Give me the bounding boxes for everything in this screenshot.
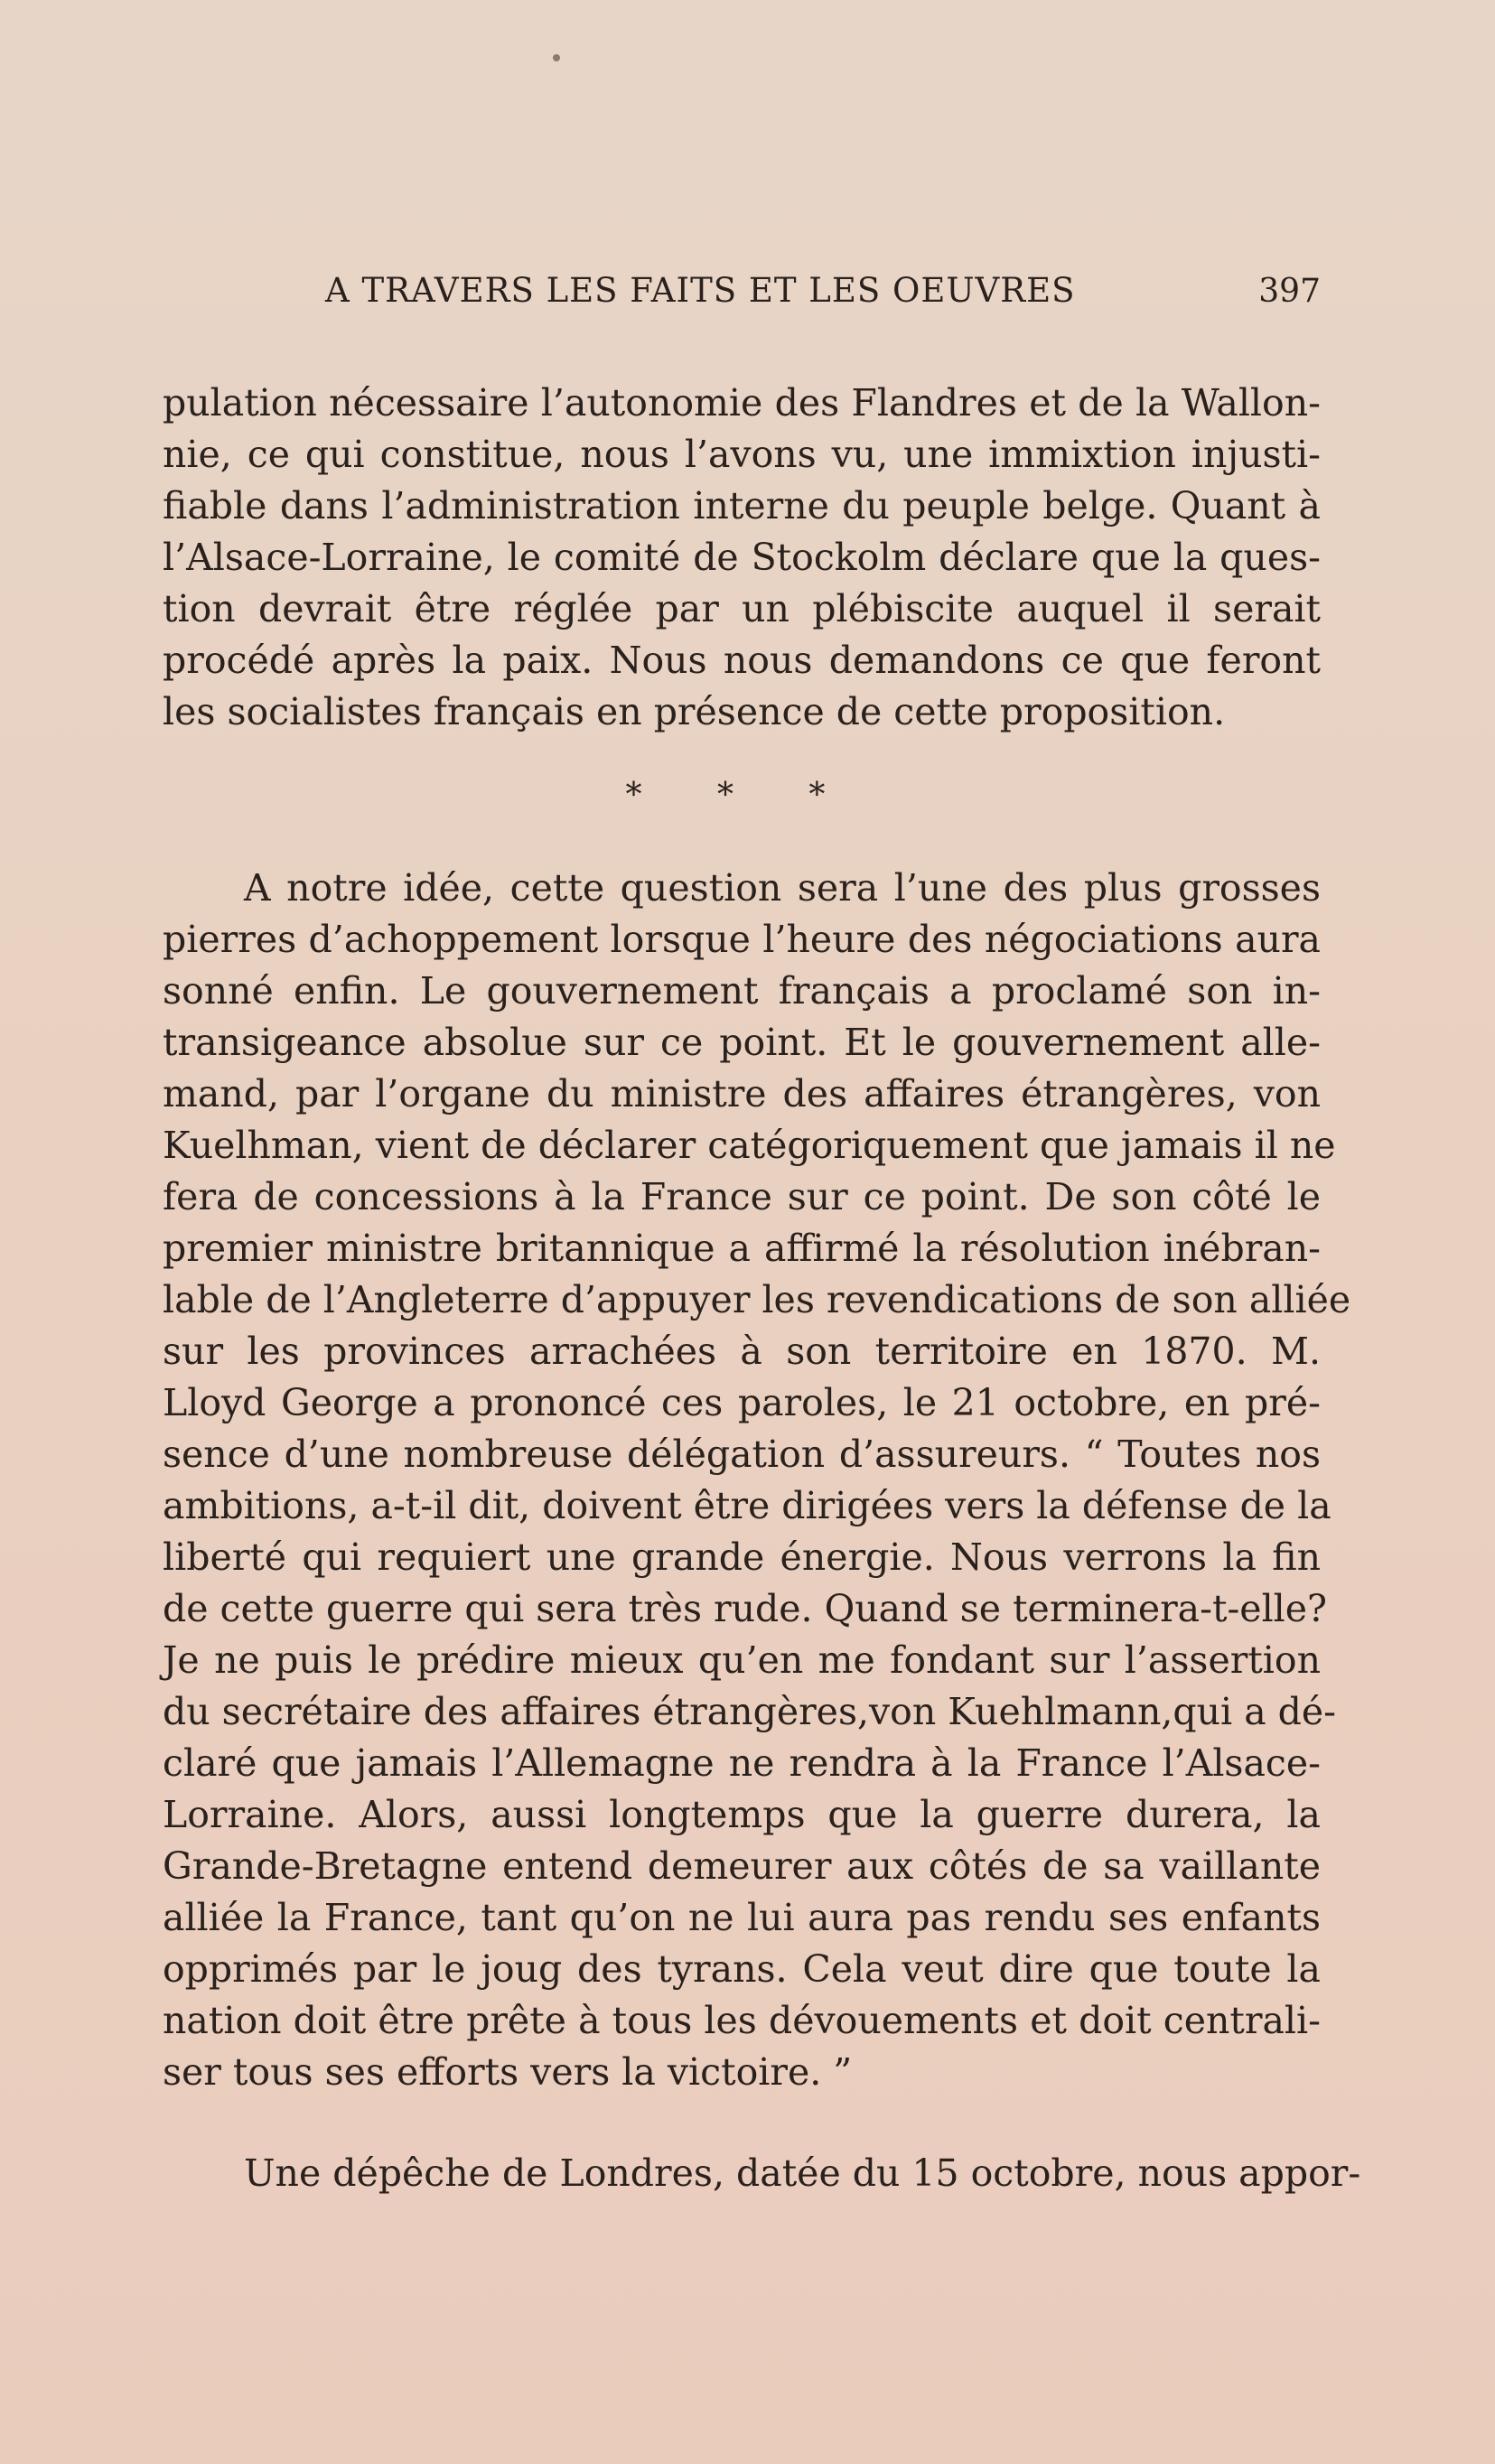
text-line: ambitions, a-t-il dit, doivent être dirigées vers la défense de la <box>163 1484 1331 1527</box>
text-line: nie, ce qui constitue, nous l’avons vu, une immixtion injusti- <box>163 433 1321 476</box>
text-line: premier ministre britannique a affirmé la résolution inébran- <box>163 1227 1321 1270</box>
text-line: Lloyd George a prononcé ces paroles, le 21 octobre, en pré- <box>163 1381 1321 1424</box>
text-line: transigeance absolue sur ce point. Et le gouvernement alle- <box>163 1021 1321 1064</box>
text-line: pierres d’achoppement lorsque l’heure des négociations aura <box>163 918 1321 961</box>
text-line: sonné enfin. Le gouvernement français a proclamé son in- <box>163 969 1321 1013</box>
text-line: Une dépêche de Londres, datée du 15 octobre, nous appor- <box>244 2151 1361 2195</box>
paragraph-2 <box>163 863 1351 2098</box>
text-line: fera de concessions à la France sur ce point. De son côté le <box>163 1175 1321 1218</box>
paragraph-1 <box>163 378 1321 738</box>
text-line: alliée la France, tant qu’on ne lui aura pas rendu ses enfants <box>163 1896 1321 1939</box>
text-line: du secrétaire des affaires étrangères,von Kuehlmann,qui a dé- <box>163 1690 1337 1733</box>
text-line: sence d’une nombreuse délégation d’assureurs. “ Toutes nos <box>163 1433 1321 1476</box>
paragraph-3 <box>163 2148 1361 2199</box>
text-line: procédé après la paix. Nous nous demandons ce que feront <box>163 639 1321 682</box>
text-line: A notre idée, cette question sera l’une des plus grosses <box>244 866 1321 910</box>
text-line: Je ne puis le prédire mieux qu’en me fondant sur l’assertion <box>163 1638 1321 1682</box>
text-line: opprimés par le joug des tyrans. Cela veut dire que toute la <box>163 1947 1321 1991</box>
text-line: liberté qui requiert une grande énergie. Nous verrons la fin <box>163 1535 1321 1579</box>
page-number: 397 <box>1258 273 1321 310</box>
text-line: lable de l’Angleterre d’appuyer les revendications de son alliée <box>163 1278 1351 1321</box>
text-line: nation doit être prête à tous les dévouements et doit centrali- <box>163 1999 1321 2042</box>
text-line: de cette guerre qui sera très rude. Quand se terminera-t-elle? <box>163 1587 1328 1630</box>
text-line: mand, par l’organe du ministre des affaires étrangères, von <box>163 1072 1321 1115</box>
text-line: Kuelhman, vient de déclarer catégoriquement que jamais il ne <box>163 1124 1336 1167</box>
text-line: Grande-Bretagne entend demeurer aux côtés de sa vaillante <box>163 1844 1321 1888</box>
text-line: fiable dans l’administration interne du peuple belge. Quant à <box>163 484 1321 527</box>
text-line: ser tous ses efforts vers la victoire. ” <box>163 2050 853 2094</box>
running-header <box>163 271 1321 325</box>
text-line: sur les provinces arrachées à son territoire en 1870. M. <box>163 1330 1321 1373</box>
paper-speck <box>553 54 560 61</box>
text-line: Lorraine. Alors, aussi longtemps que la guerre durera, la <box>163 1793 1321 1836</box>
text-line: pulation nécessaire l’autonomie des Flandres et de la Wallon- <box>163 381 1321 425</box>
text-line: tion devrait être réglée par un plébiscite auquel il serait <box>163 587 1321 630</box>
text-line: claré que jamais l’Allemagne ne rendra à la France l’Alsace- <box>163 1741 1321 1785</box>
text-line: les socialistes français en présence de cette proposition. <box>163 690 1226 733</box>
section-separator: * * * <box>625 777 858 814</box>
running-title: A TRAVERS LES FAITS ET LES OEUVRES <box>325 271 1076 310</box>
text-line: l’Alsace-Lorraine, le comité de Stockolm déclare que la ques- <box>163 536 1321 579</box>
